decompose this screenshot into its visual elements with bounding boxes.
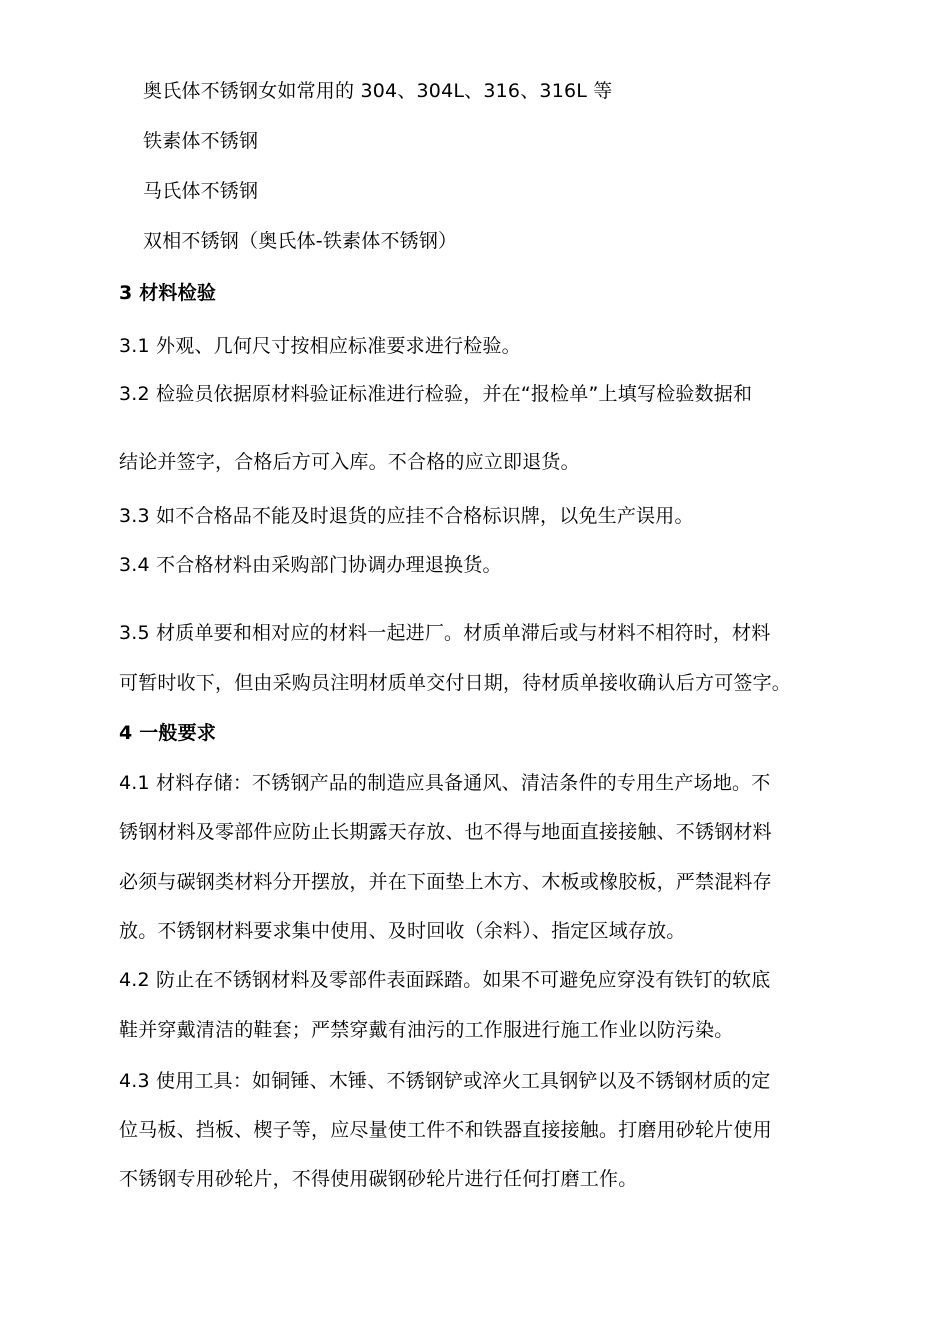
type-martensitic: 马氏体不锈钢 (143, 180, 259, 202)
paragraph-3-3: 3.3 如不合格品不能及时退货的应挂不合格标识牌，以免生产误用。 (119, 505, 694, 527)
paragraph-3-5-line-1: 3.5 材质单要和相对应的材料一起进厂。材质单滞后或与材料不相符时，材料 (119, 622, 771, 644)
paragraph-3-2-line-2: 结论并签字，合格后方可入库。不合格的应立即退货。 (119, 451, 580, 473)
paragraph-4-1-line-4: 放。不锈钢材料要求集中使用、及时回收（余料）、指定区域存放。 (119, 920, 686, 942)
paragraph-4-3-line-3: 不锈钢专用砂轮片，不得使用碳钢砂轮片进行任何打磨工作。 (119, 1168, 638, 1190)
paragraph-3-5-line-2: 可暂时收下，但由采购员注明材质单交付日期，待材质单接收确认后方可签字。 (119, 672, 792, 694)
paragraph-4-1-line-2: 锈钢材料及零部件应防止长期露天存放、也不得与地面直接接触、不锈钢材料 (119, 821, 772, 843)
type-austenitic: 奥氏体不锈钢女如常用的 304、304L、316、316L 等 (143, 80, 613, 102)
section-3-heading: 3 材料检验 (119, 282, 217, 304)
section-4-heading: 4 一般要求 (119, 722, 217, 744)
paragraph-4-2-line-1: 4.2 防止在不锈钢材料及零部件表面踩踏。如果不可避免应穿没有铁钉的软底 (119, 969, 771, 991)
paragraph-3-4: 3.4 不合格材料由采购部门协调办理退换货。 (119, 554, 502, 576)
paragraph-3-1: 3.1 外观、几何尺寸按相应标准要求进行检验。 (119, 335, 521, 357)
paragraph-4-1-line-1: 4.1 材料存储：不锈钢产品的制造应具备通风、清洁条件的专用生产场地。不 (119, 772, 771, 794)
paragraph-4-3-line-2: 位马板、挡板、楔子等，应尽量使工件不和铁器直接接触。打磨用砂轮片使用 (119, 1119, 772, 1141)
paragraph-4-1-line-3: 必须与碳钢类材料分开摆放，并在下面垫上木方、木板或橡胶板，严禁混料存 (119, 871, 772, 893)
type-duplex: 双相不锈钢（奥氏体-铁素体不锈钢） (143, 230, 458, 252)
paragraph-4-2-line-2: 鞋并穿戴清洁的鞋套；严禁穿戴有油污的工作服进行施工作业以防污染。 (119, 1019, 734, 1041)
paragraph-4-3-line-1: 4.3 使用工具：如铜锤、木锤、不锈钢铲或淬火工具钢铲以及不锈钢材质的定 (119, 1070, 771, 1092)
paragraph-3-2-line-1: 3.2 检验员依据原材料验证标准进行检验，并在“报检单”上填写检验数据和 (119, 383, 753, 405)
type-ferritic: 铁素体不锈钢 (143, 130, 259, 152)
